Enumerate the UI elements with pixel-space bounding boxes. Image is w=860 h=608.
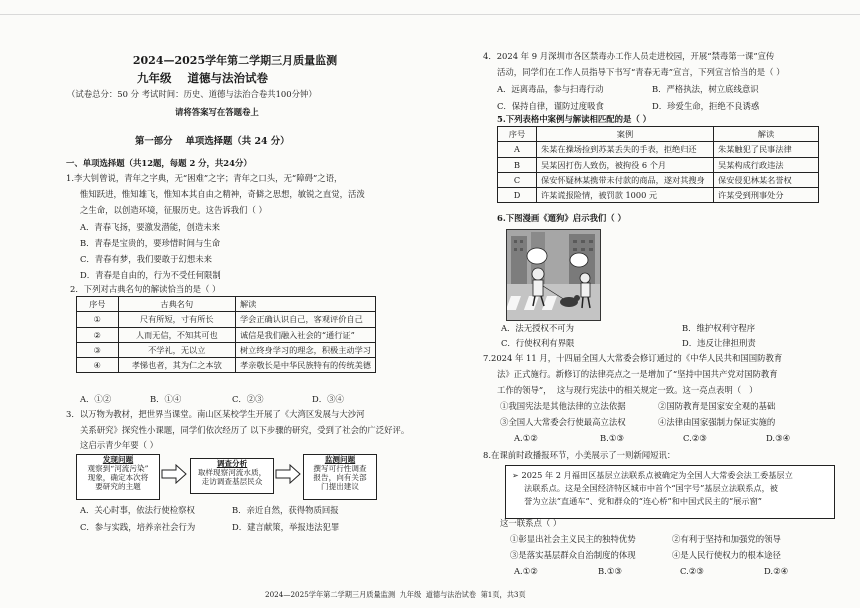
table-row (77, 312, 376, 327)
q2-stem: 2．下列对古典名句的解读恰当的是（ ） (70, 284, 221, 294)
flow-arrow-icon (275, 464, 301, 484)
exam-info: （试卷总分：50 分 考试时间：历史、道德与法治合卷共100分钟） (67, 89, 317, 99)
table-cell: 保安怀疑林某携带未付款的商品，遂对其搜身 (537, 172, 714, 187)
q8-statement-4: ④是人民行使权力的根本途径 (672, 550, 781, 560)
table-cell: ③ (77, 342, 119, 357)
scan-edge-line (0, 14, 860, 15)
table-cell: ① (77, 312, 119, 327)
flow-arrow-icon (161, 464, 187, 484)
table-row (498, 172, 819, 187)
q7-line-1: 7.2024 年 11 月，十四届全国人大常委会修订通过的《中华人民共和国国防教育 (483, 353, 783, 363)
q6-option-b[interactable]: B．维护权利守程序 (682, 323, 756, 333)
q1-line-2: 惟知跃进，惟知雄飞，惟知本其自由之精神，奇僻之思想，敏锐之直觉，活泼 (80, 189, 365, 199)
q6-option-d[interactable]: D．违反让律担刑责 (682, 338, 756, 348)
flow-step-title: 调查分析 (216, 459, 248, 468)
q3-option-b[interactable]: B．亲近自然，获得物质回报 (232, 505, 339, 515)
flow-step-title: 监测问题 (324, 455, 356, 464)
table-cell: 吴某因打伤人致伤，被拘役 6 个月 (537, 157, 714, 172)
q8-statement-2: ②有利于坚持和加强党的领导 (672, 534, 781, 544)
news-quote-text: 2025 年 2 月福田区基层立法联系点被确定为全国人大常委会法工委基层立 (521, 470, 793, 480)
q5-stem: 5.下列表格中案例与解读相匹配的是（ ） (497, 114, 652, 124)
arrow-bullet-icon: ➢ (512, 470, 519, 480)
flow-step-3 (303, 454, 377, 500)
table-cell: 孝亲敬长是中华民族特有的传统美德 (235, 358, 375, 373)
table-header-cell: 序号 (498, 127, 537, 142)
q6-option-c[interactable]: C．行使权利有界限 (501, 338, 575, 348)
table-header-cell: 解读 (714, 127, 819, 142)
table-cell: 尺有所短，寸有所长 (118, 312, 235, 327)
q4-option-d[interactable]: D．珍爱生命，拒绝不良诱惑 (652, 101, 760, 111)
flow-step-text: 报告，向有关部 (313, 473, 367, 483)
table-row (77, 342, 376, 357)
table-header-cell: 古典名句 (118, 297, 235, 312)
q1-option-a[interactable]: A．青春飞扬，要激发潜能，创造未来 (80, 222, 221, 232)
table-cell: ④ (77, 358, 119, 373)
table-row (498, 157, 819, 172)
q4-option-b[interactable]: B．严格执法，树立底线意识 (652, 84, 759, 94)
part1-heading: 第一部分 单项选择题（共 24 分） (135, 136, 290, 147)
q1-option-d[interactable]: D．青春是自由的，行为不受任何限制 (80, 270, 221, 280)
table-row (77, 327, 376, 342)
table-cell: 树立终身学习的理念，积极主动学习 (235, 342, 375, 357)
q4-option-c[interactable]: C．保持自律，谨防过度吸食 (497, 101, 604, 111)
exam-subtitle: 九年级 道德与法治试卷 (137, 71, 269, 85)
q8-statement-1: ①彰显出社会主义民主的独特优势 (510, 534, 636, 544)
page-footer: 2024—2025学年第二学期三月质量监测 九年级 道德与法治试卷 第1页，共3页 (265, 590, 526, 599)
q7-statement-3: ③全国人大常委会行使最高立法权 (500, 417, 626, 427)
q8-option-c[interactable]: C.②③ (680, 566, 704, 576)
q8-option-d[interactable]: D.②④ (764, 566, 789, 576)
table-header-cell: 解读 (235, 297, 375, 312)
table-header-cell: 案例 (537, 127, 714, 142)
table-row (77, 297, 376, 312)
news-quote-line (512, 469, 828, 482)
q7-statement-1: ①我国宪法是其他法律的立法依据 (500, 401, 626, 411)
q3-option-d[interactable]: D．建言献策，举报违法犯罪 (232, 522, 340, 532)
q4-option-a[interactable]: A．远离毒品，参与扫毒行动 (497, 84, 604, 94)
table-row (498, 142, 819, 157)
table-cell: 孝悌也者，其为仁之本欤 (118, 358, 235, 373)
q4-line-2: 活动，同学们在工作人员指导下书写“青春无毒”宣言，下列宣言恰当的是（ ） (497, 67, 785, 77)
q1-option-b[interactable]: B．青春是宝贵的，要珍惜时间与生命 (80, 238, 221, 248)
q1-line-1: 1.李大钊曾说，青年之字典，无“困难”之字；青年之口头，无“障碍”之语， (66, 173, 343, 183)
q8-option-a[interactable]: A.①② (514, 566, 538, 576)
table-cell: 朱某在操场捡到苏某丢失的手表，拒绝归还 (537, 142, 714, 157)
q2-table (76, 296, 376, 373)
table-cell: 朱某触犯了民事法律 (714, 142, 819, 157)
flow-step-text: 取样现察河流水质， (197, 468, 267, 478)
q2-option-c[interactable]: C．②③ (232, 394, 264, 404)
table-cell: D (498, 188, 537, 203)
table-cell: 许某受到刑事处分 (714, 188, 819, 203)
q7-line-3: 工作的领导”， 这与现行宪法中的相关规定一致。这一亮点表明（ ） (497, 385, 758, 395)
table-cell: 学会正确认识自己，客观评价自己 (235, 312, 375, 327)
q3-line-1: 3．以万物为教材，把世界当课堂。南山区某校学生开展了《大湾区发展与大沙河 (66, 409, 365, 419)
q1-line-3: 之生命，以创造环境，征服历史。这告诉我们（ ） (80, 205, 267, 215)
table-row (77, 358, 376, 373)
q2-option-d[interactable]: D．③④ (312, 394, 344, 404)
q8-tail: 这一联系点（ ） (500, 518, 562, 528)
q7-statement-2: ②国防教育是国家安全观的基础 (658, 401, 776, 411)
table-cell: 不学礼，无以立 (118, 342, 235, 357)
q7-line-2: 法》正式施行。新修订的法律亮点之一是增加了“坚持中国共产党对国防教育 (497, 369, 778, 379)
q7-option-d[interactable]: D.③④ (766, 433, 791, 443)
table-cell: 诚信是我们融入社会的“通行证” (235, 327, 375, 342)
q8-option-b[interactable]: B.①③ (598, 566, 622, 576)
q8-stem: 8.在课前时政播报环节，小美展示了一则新闻短讯： (483, 450, 676, 460)
q7-option-a[interactable]: A.①② (514, 433, 538, 443)
q4-line-1: 4．2024 年 9 月深圳市各区禁毒办工作人员走进校园，开展“禁毒第一课”宣传 (483, 51, 775, 61)
table-cell: 许某谎报险情，被罚款 1000 元 (537, 188, 714, 203)
table-cell: B (498, 157, 537, 172)
q8-statement-3: ③是落实基层群众自治制度的体现 (510, 550, 636, 560)
q6-stem: 6.下图漫画《遛狗》启示我们（ ） (497, 213, 626, 223)
flow-step-text: 要研究的主题 (95, 482, 141, 492)
news-quote-line: 法联系点。这是全国经济特区城市中首个“国字号”基层立法联系点，被 (524, 483, 778, 494)
section-heading: 一、单项选择题（共12题，每题 2 分，共24分） (66, 158, 252, 168)
q5-table (497, 126, 819, 203)
flow-step-1 (76, 454, 160, 500)
table-header-cell: 序号 (77, 297, 119, 312)
cartoon-drawing-icon (507, 230, 600, 320)
table-cell: 吴某构成行政违法 (714, 157, 819, 172)
answer-note: 请将答案写在答题卷上 (175, 107, 259, 117)
table-cell: 保安侵犯林某名誉权 (714, 172, 819, 187)
flow-step-2 (190, 458, 274, 494)
news-quote-box (505, 465, 835, 519)
q3-line-3: 这启示青少年要（ ） (80, 440, 159, 450)
table-cell: ② (77, 327, 119, 342)
q7-option-c[interactable]: C.②③ (683, 433, 707, 443)
q2-option-b[interactable]: B．①④ (150, 394, 182, 404)
cartoon-dog-walking-image (506, 229, 601, 321)
q2-option-a[interactable]: A．①② (80, 394, 112, 404)
flow-step-text: 现象，确定本次将 (87, 473, 149, 483)
q7-option-b[interactable]: B.①③ (600, 433, 624, 443)
q3-option-a[interactable]: A．关心时事，依法行使检察权 (80, 505, 195, 515)
q7-statement-4: ④法律由国家强制力保证实施的 (658, 417, 776, 427)
table-row (498, 127, 819, 142)
flow-step-text: 观察到“河流污染” (87, 464, 149, 474)
table-cell: 人而无信，不知其可也 (118, 327, 235, 342)
table-row (498, 188, 819, 203)
q1-option-c[interactable]: C．青春有梦，我们要敢于幻想未来 (80, 254, 213, 264)
flow-step-title: 发现问题 (102, 455, 134, 464)
flow-step-text: 门提出建议 (321, 482, 359, 492)
table-cell: C (498, 172, 537, 187)
q6-option-a[interactable]: A．法无授权不可为 (501, 323, 575, 333)
flow-step-text: 走访调查基层民众 (201, 477, 263, 487)
table-cell: A (498, 142, 537, 157)
q3-option-c[interactable]: C．参与实践，培养亲社会行为 (80, 522, 196, 532)
flow-step-text: 撰写可行性调查 (313, 464, 367, 474)
exam-title: 2024—2025学年第二学期三月质量监测 (132, 54, 338, 67)
q3-line-2: 关系研究》探究性小课题，同学们依次经历了 以下步骤的研究，受到了社会的广泛好评。 (80, 425, 410, 435)
news-quote-line: 誉为立法“直通车”、党和群众的“连心桥”和中国式民主的“展示窗” (524, 496, 762, 507)
